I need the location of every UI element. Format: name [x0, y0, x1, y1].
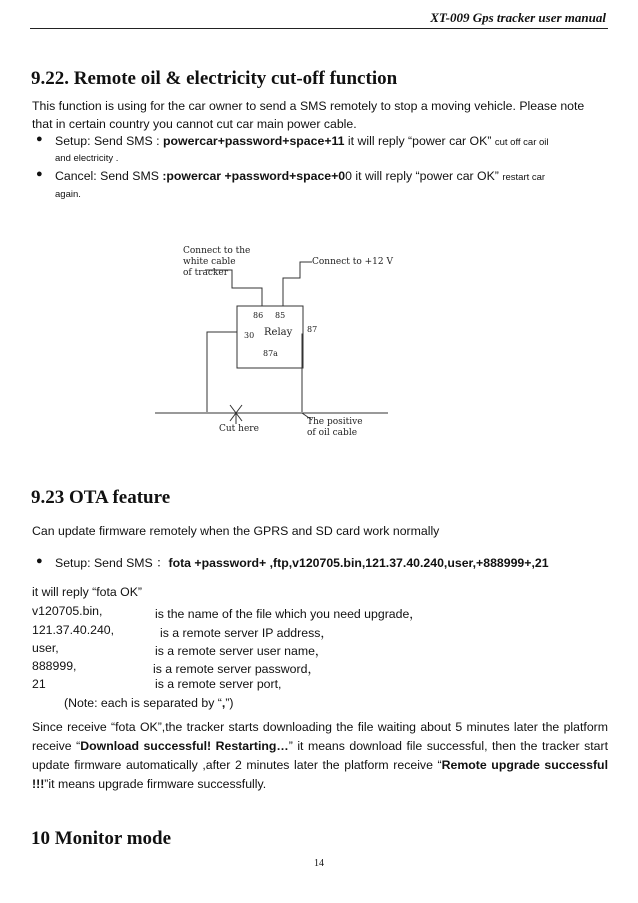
bullet-icon: ● [36, 168, 43, 180]
setup-tail: cut off car oil [494, 137, 549, 148]
bullet-icon: ● [36, 133, 43, 145]
param-key: 121.37.40.240, [32, 623, 115, 637]
label-positive: The positive of oil cable [307, 417, 363, 438]
setup-tail-2: and electricity . [55, 153, 119, 164]
pin-87: 87 [307, 325, 318, 334]
cancel-command: :powercar +password+space+0 [162, 169, 346, 183]
ota-reply: it will reply “fota OK” [32, 585, 143, 599]
pin-87a: 87a [263, 349, 278, 358]
param-key: user, [32, 641, 59, 655]
cancel-tail-2: again. [55, 189, 81, 200]
ota-setup-prefix: Setup: Send SMS ： [55, 556, 169, 570]
param-desc: is the name of the file which you need upgrade， [155, 607, 422, 621]
ota-setup-line [55, 554, 549, 572]
section-10-heading: 10 Monitor mode [31, 828, 172, 849]
param-key: 888999, [32, 659, 77, 673]
param-key: v120705.bin, [32, 604, 103, 618]
param-desc: is a remote server port, [155, 677, 282, 691]
cancel-reply: 0 it will reply “power car OK” [345, 169, 503, 183]
setup-prefix: Setup: Send SMS : [55, 134, 164, 148]
cancel-prefix: Cancel: Send SMS [55, 169, 163, 183]
section-922-heading: 9.22. Remote oil & electricity cut-off function [31, 68, 398, 89]
page-number: 14 [314, 858, 324, 869]
pin-86: 86 [253, 311, 264, 320]
section-922-intro-2: that in certain country you cannot cut car main power cable. [32, 117, 357, 131]
ota-setup-command: fota +password+ ,ftp,v120705.bin,121.37.40.240,user,+888999+,21 [168, 556, 549, 570]
setup-reply: it will reply “power car OK” [344, 134, 495, 148]
label-white-cable: Connect to the white cable of tracker [183, 246, 251, 278]
ota-description: Since receive “fota OK”,the tracker starts downloading the file waiting about 5 minutes later the platform receive “Download successful! Restarting…” it means download file successful, then the tracker start update firmware automatically ,after 2 minutes later the platform receive “Remote upgrade successful !!!”it means upgrade firmware successfully. [32, 720, 608, 791]
setup-command: powercar+password+space+11 [163, 134, 345, 148]
pin-85: 85 [275, 311, 286, 320]
param-key: 21 [32, 677, 46, 691]
header-title: XT-009 Gps tracker user manual [430, 10, 606, 25]
separator-note: (Note: each is separated by “,”) [64, 696, 234, 710]
section-922-intro-1: This function is using for the car owner to send a SMS remotely to stop a moving vehicle. Please note [32, 99, 585, 113]
cancel-tail: restart car [502, 172, 546, 183]
label-cut-here: Cut here [219, 424, 259, 434]
param-desc: is a remote server IP address， [160, 626, 333, 640]
wire-12v [283, 262, 312, 306]
wire-30 [207, 332, 237, 412]
relay-label: Relay [264, 327, 293, 338]
section-923-heading: 9.23 OTA feature [31, 487, 171, 508]
param-desc: is a remote server user name， [155, 644, 328, 658]
section-923-intro: Can update firmware remotely when the GPRS and SD card work normally [32, 524, 440, 538]
bullet-icon: ● [36, 555, 43, 567]
pin-30: 30 [244, 331, 255, 340]
label-12v: Connect to +12 V [312, 257, 393, 267]
param-desc: is a remote server password， [153, 662, 320, 676]
